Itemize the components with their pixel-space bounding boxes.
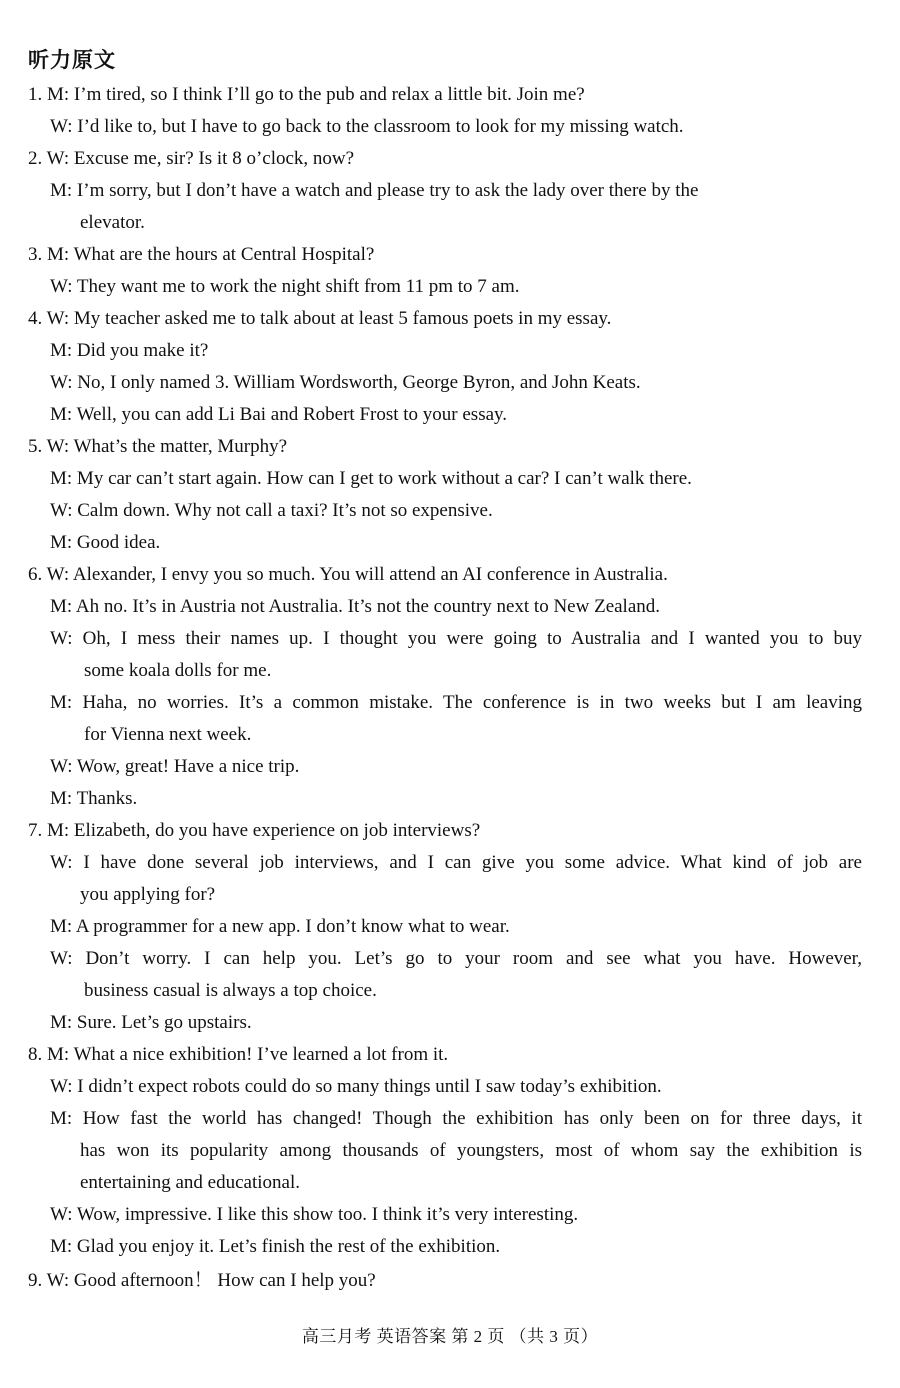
transcript-line: M: I’m sorry, but I don’t have a watch and please try to ask the lady over there by the [50,180,699,201]
transcript-line: W: I’d like to, but I have to go back to the classroom to look for my missing watch. [50,116,684,137]
transcript-line: M: Sure. Let’s go upstairs. [50,1012,252,1033]
transcript-line: W: No, I only named 3. William Wordsworth, George Byron, and John Keats. [50,372,641,393]
transcript-line: M: Glad you enjoy it. Let’s finish the rest of the exhibition. [50,1236,501,1257]
transcript-line: M: Thanks. [50,788,138,809]
transcript-line: W: Wow, great! Have a nice trip. [50,756,300,777]
transcript-line: M: A programmer for a new app. I don’t know what to wear. [50,916,510,937]
transcript-line: M: My car can’t start again. How can I get to work without a car? I can’t walk there. [50,468,692,489]
transcript-line: you applying for? [80,884,216,905]
transcript-line: 1. M: I’m tired, so I think I’ll go to the pub and relax a little bit. Join me? [28,84,585,105]
page-footer: 高三月考 英语答案 第 2 页 （共 3 页） [301,1327,599,1346]
transcript-line: 9. W: Good afternoon！ How can I help you? [28,1270,376,1291]
transcript-line: M: Good idea. [50,532,161,553]
transcript-line: W: Calm down. Why not call a taxi? It’s not so expensive. [50,500,493,521]
transcript-line: 7. M: Elizabeth, do you have experience on job interviews? [28,820,481,841]
transcript-line: W: Wow, impressive. I like this show too. I think it’s very interesting. [50,1204,579,1225]
transcript-line: elevator. [80,212,145,233]
transcript-line: M: How fast the world has changed! Though the exhibition has only been on for three days, it [50,1108,862,1129]
transcript-line: 8. M: What a nice exhibition! I’ve learned a lot from it. [28,1044,449,1065]
transcript-line: W: I have done several job interviews, and I can give you some advice. What kind of job are [50,852,862,873]
transcript-line: W: I didn’t expect robots could do so many things until I saw today’s exhibition. [50,1076,662,1097]
transcript-line: entertaining and educational. [80,1172,300,1193]
transcript-line: 3. M: What are the hours at Central Hospital? [28,244,375,265]
transcript-line: M: Haha, no worries. It’s a common mistake. The conference is in two weeks but I am leaving [50,692,862,713]
transcript-line: 6. W: Alexander, I envy you so much. You will attend an AI conference in Australia. [28,564,668,585]
page-title: 听力原文 [28,48,116,72]
transcript-line: W: They want me to work the night shift from 11 pm to 7 am. [50,276,520,297]
transcript-line: 2. W: Excuse me, sir? Is it 8 o’clock, now? [28,148,355,169]
transcript-line: 4. W: My teacher asked me to talk about at least 5 famous poets in my essay. [28,308,612,329]
transcript-line: for Vienna next week. [84,724,252,745]
transcript-line: W: Oh, I mess their names up. I thought you were going to Australia and I wanted you to buy [50,628,862,649]
transcript-line: M: Did you make it? [50,340,209,361]
transcript-line: M: Ah no. It’s in Austria not Australia. It’s not the country next to New Zealand. [50,596,661,617]
transcript-line: W: Don’t worry. I can help you. Let’s go to your room and see what you have. However, [50,948,862,969]
transcript-line: 5. W: What’s the matter, Murphy? [28,436,288,457]
transcript-line: has won its popularity among thousands of youngsters, most of whom say the exhibition is [80,1140,862,1161]
transcript-line: some koala dolls for me. [84,660,272,681]
transcript-line: business casual is always a top choice. [84,980,377,1001]
transcript-line: M: Well, you can add Li Bai and Robert Frost to your essay. [50,404,508,425]
